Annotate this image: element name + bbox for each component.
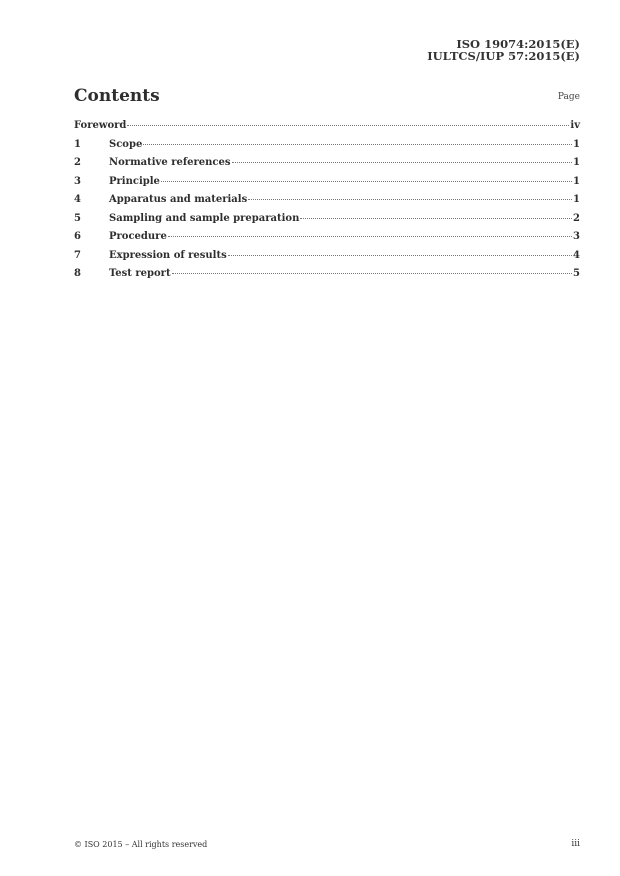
toc-entry-label[interactable]: Principle [109,175,160,187]
toc-entry-procedure[interactable] [74,231,580,250]
dot-leader [143,143,572,145]
toc-entry-principle[interactable] [74,176,580,195]
toc-entry-expression-of-results[interactable] [74,250,580,269]
page-number: iii [571,839,580,849]
table-of-contents [74,120,580,287]
toc-entry-number: 4 [74,194,81,205]
toc-entry-apparatus-and-materials[interactable] [74,194,580,213]
contents-title: Contents [74,86,160,106]
toc-entry-page: 4 [573,249,580,261]
toc-entry-page: 3 [573,231,580,242]
toc-entry-page: 1 [573,138,580,150]
toc-entry-number: 2 [74,157,81,168]
toc-entry-label[interactable]: Apparatus and materials [109,194,248,205]
toc-entry-normative-references[interactable] [74,157,580,176]
toc-entry-label[interactable]: Normative references [109,157,231,168]
dot-leader [228,254,572,256]
toc-entry-number: 6 [74,231,81,242]
toc-entry-number: 5 [74,212,81,224]
toc-entry-number: 8 [74,268,81,279]
toc-entry-page: 1 [573,194,580,205]
document-header [427,38,580,62]
dot-leader [300,217,572,219]
toc-entry-label[interactable]: Procedure [109,231,167,242]
toc-entry-label[interactable]: Sampling and sample preparation [109,212,300,224]
dot-leader [172,272,572,274]
toc-entry-test-report[interactable] [74,268,580,287]
toc-entry-page: 1 [573,175,580,187]
header-iultcs-number: IULTCS/IUP 57:2015(E) [427,49,580,63]
contents-title-row [74,86,580,110]
dot-leader [168,235,572,237]
toc-entry-foreword[interactable] [74,120,580,139]
toc-entry-page: 5 [573,268,580,279]
toc-entry-label[interactable]: Foreword [74,120,127,131]
toc-entry-page: 2 [573,212,580,224]
toc-entry-sampling[interactable] [74,213,580,232]
dot-leader [127,124,569,126]
page-footer [74,838,580,852]
copyright-notice: © ISO 2015 – All rights reserved [74,840,208,849]
toc-entry-number: 3 [74,175,81,187]
toc-entry-number: 7 [74,249,81,261]
toc-entry-page: 1 [573,157,580,168]
dot-leader [232,161,573,163]
toc-entry-label[interactable]: Test report [109,268,171,279]
header-standard-number: ISO 19074:2015(E) [456,37,580,51]
toc-entry-label[interactable]: Scope [109,138,143,150]
page-column-label: Page [557,92,580,102]
toc-entry-scope[interactable] [74,139,580,158]
toc-entry-label[interactable]: Expression of results [109,249,227,261]
dot-leader [248,198,572,200]
dot-leader [161,180,572,182]
toc-entry-number: 1 [74,138,81,150]
toc-entry-page: iv [570,120,580,131]
